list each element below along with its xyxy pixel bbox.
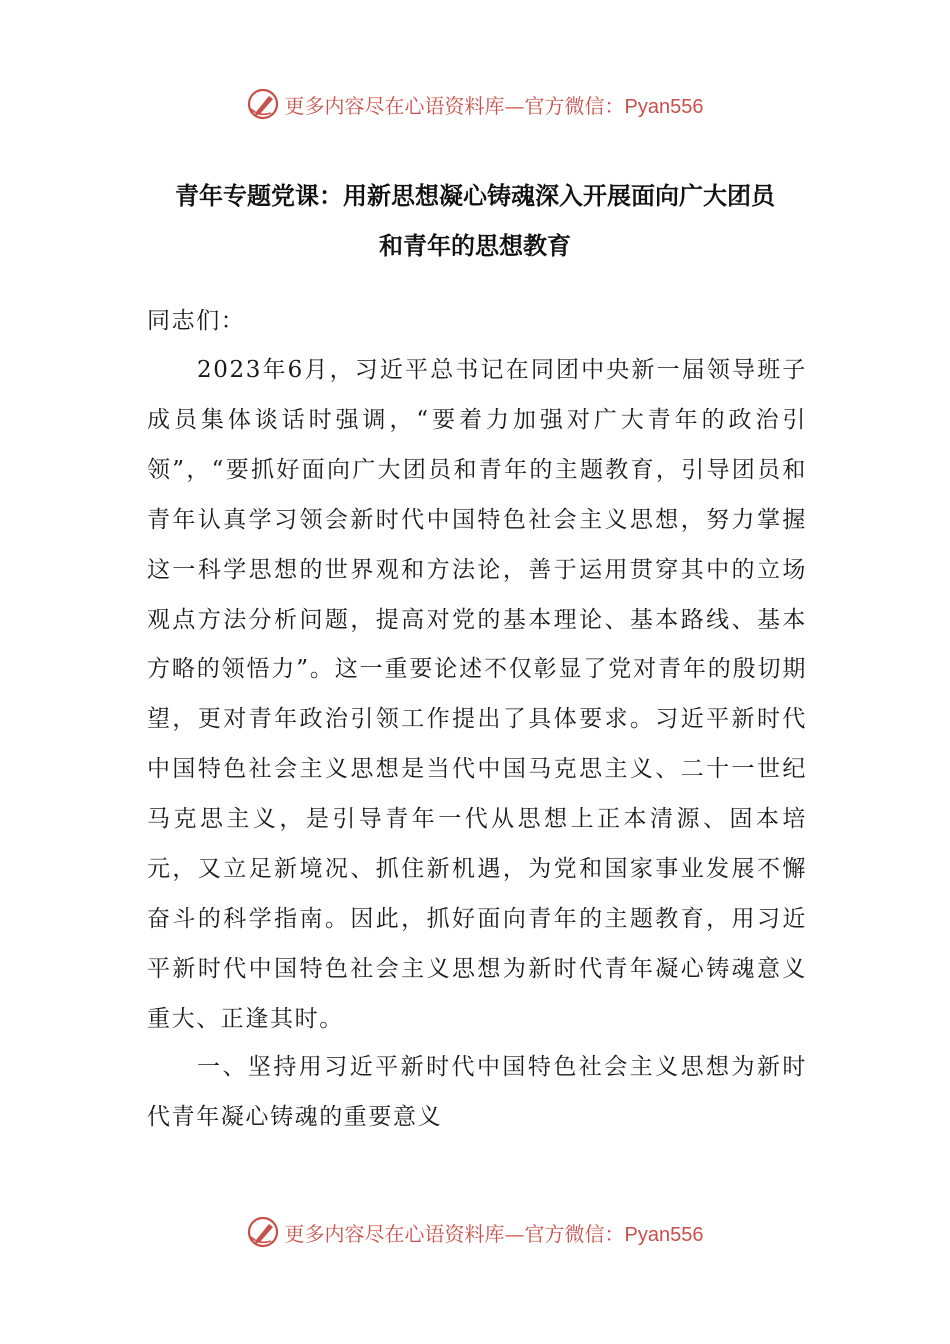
document-title-line2: 和青年的思想教育 bbox=[379, 232, 571, 260]
document-title-line1: 青年专题党课：用新思想凝心铸魂深入开展面向广大团员 bbox=[175, 182, 775, 210]
section-heading: 一、坚持用习近平新时代中国特色社会主义思想为新时代青年凝心铸魂的重要意义 bbox=[147, 1054, 807, 1130]
footer-wechat-id: Pyan556 bbox=[624, 1223, 704, 1246]
body-paragraph: 2023年6月，习近平总书记在同团中央新一届领导班子成员集体谈话时强调，“要着力加强对广大青年的政治引领”，“要抓好面向广大团员和青年的主题教育，引导团员和青年认真学习领会新时代中国特色社会主义思想，努力掌握这一科学思想的世界观和方法论，善于运用贯穿其中的立场观点方法分析问题，提高对党的基本理论、基本路线、基本方略的领悟力”。这一重要论述不仅彰显了党对青年的殷切期望，更对青年政治引领工作提出了具体要求。习近平新时代中国特色社会主义思想是当代中国马克思主义、二十一世纪马克思主义，是引导青年一代从思想上正本清源、固本培元，又立足新境况、抓住新机遇，为党和国家事业发展不懈奋斗的科学指南。因此，抓好面向青年的主题教育，用习近平新时代中国特色社会主义思想为新时代青年凝心铸魂意义重大、正逢其时。 bbox=[147, 357, 807, 1032]
footer-banner bbox=[0, 1210, 950, 1254]
header-banner bbox=[0, 82, 950, 126]
greeting: 同志们： bbox=[147, 308, 246, 334]
footer-banner-text: 更多内容尽在心语资料库—官方微信：Pyan556 bbox=[284, 1221, 704, 1246]
pen-logo-icon bbox=[247, 87, 281, 121]
header-banner-text: 更多内容尽在心语资料库—官方微信：Pyan556 bbox=[284, 93, 704, 118]
header-wechat-id: Pyan556 bbox=[624, 95, 704, 118]
pen-logo-icon bbox=[247, 1215, 281, 1249]
